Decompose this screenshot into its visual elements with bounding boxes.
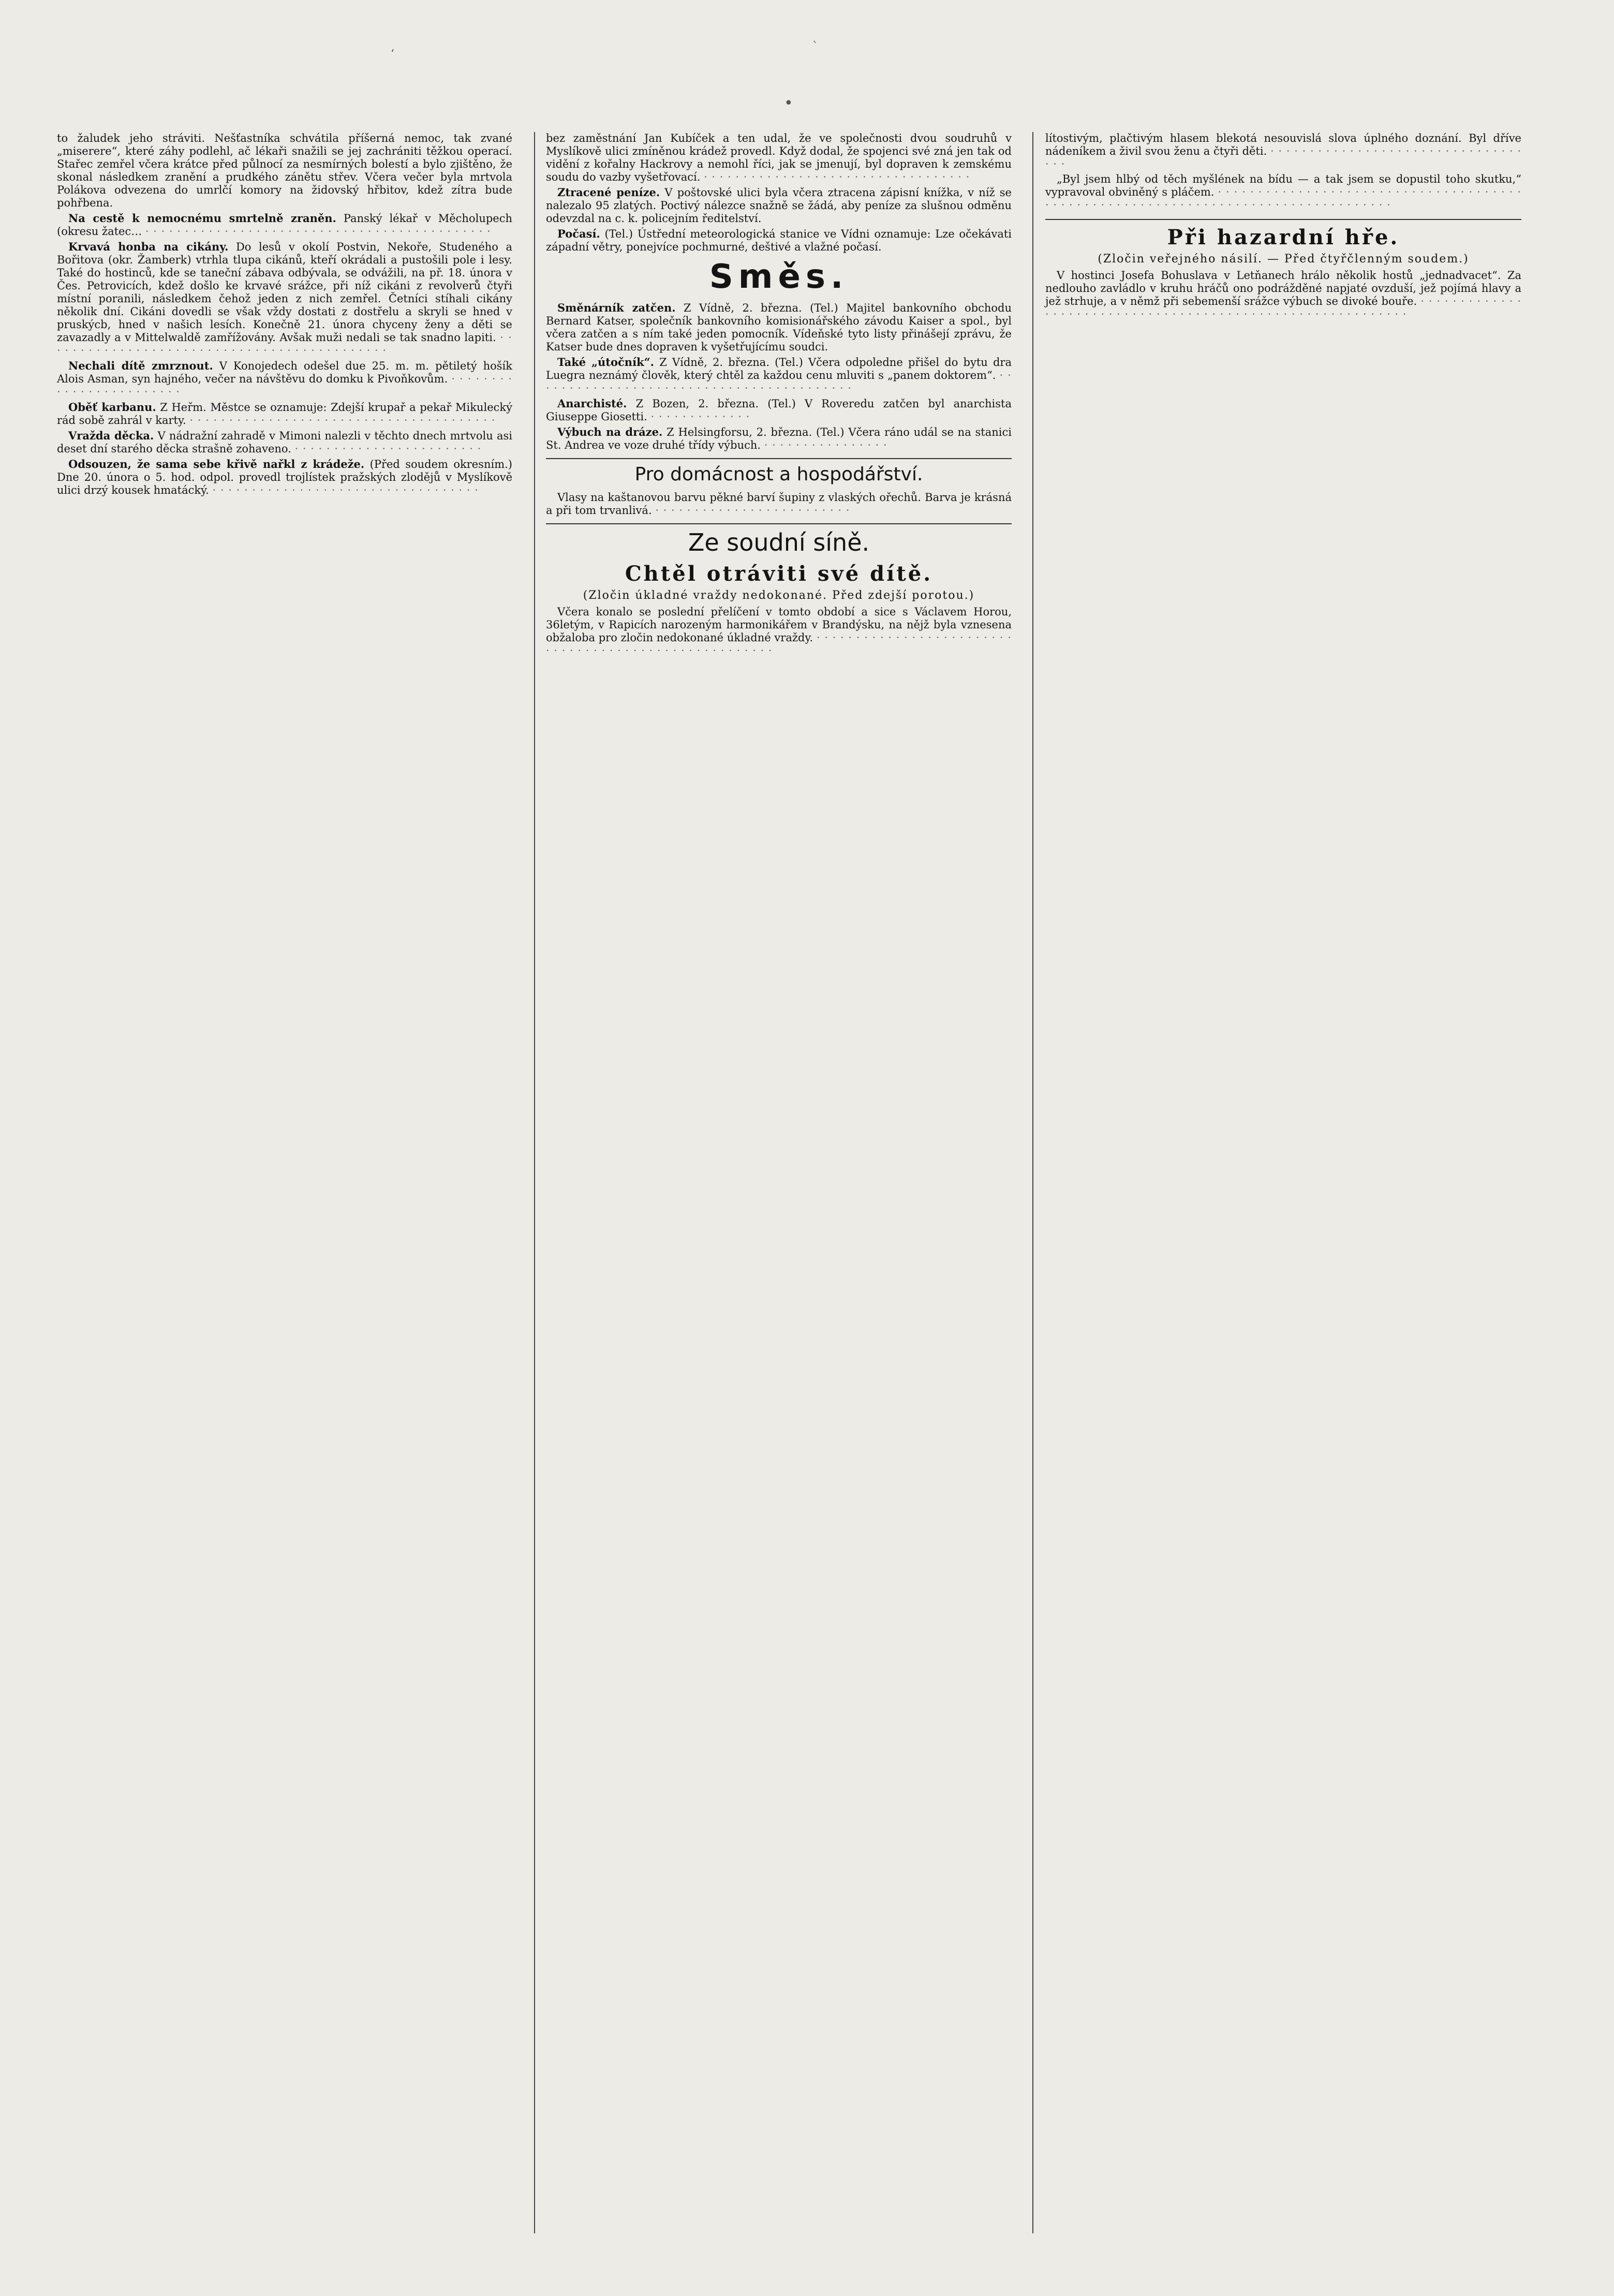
- newspaper-page: [57, 132, 1558, 2233]
- article-paragraph: [1045, 173, 1521, 212]
- item-headline: Počasí.: [557, 227, 600, 240]
- item-text: Z Heřm. Městce se oznamuje: Zdejší krupař a pekař Mikulecký rád sobě zahrál v karty.: [57, 401, 512, 426]
- column-2: [546, 132, 1012, 2233]
- item-headline: Nechali dítě zmrznout.: [68, 359, 213, 372]
- column-3: [1045, 132, 1521, 2233]
- news-item: [57, 429, 512, 455]
- news-item: [546, 425, 1012, 452]
- illegible-text: · · · · · · · · · · · · · · · · · · · · · · · · · · · · · · · · · · · · · · · · · · · · · · · · · · · · · ·: [546, 631, 1012, 657]
- item-text: „Byl jsem hlbý od těch myšlének na bídu — a tak jsem se dopustil toho skutku,“ vypravoval obviněný s pláčem.: [1045, 173, 1521, 198]
- illegible-text: · · · · · · · · · · · · · · · · · · · · · · · · · · · · · · · · · · · · · · · · · · · · · · · · · · · · · · · · · · ·: [1045, 295, 1521, 320]
- article-paragraph: [546, 606, 1012, 657]
- illegible-text: · · · · · · · · · · · · · · · · · · · · · · · ·: [294, 443, 482, 455]
- news-item: [546, 397, 1012, 423]
- item-text: Včera konalo se poslední přelíčení v tomto období a sice s Václavem Horou, 36letým, v Rapicích narozeným harmonikářem v Brandýsku, na nějž byla vznesena obžaloba pro zločin nedokonané úkladné vraždy.: [546, 606, 1012, 644]
- article-paragraph: [546, 491, 1012, 517]
- illegible-text: · · · · · · · · · · · · · · · ·: [764, 439, 887, 451]
- item-headline: Vražda děcka.: [68, 429, 154, 442]
- item-text: Z Vídně, 2. března. (Tel.) Majitel bankovního obchodu Bernard Katser, společník bankovního komisionářského závodu Kaiser a spol., byl včera zatčen a s ním také jeden pomocník. Vídeňské tyto listy přinášejí zprávu, že Katser bude dnes dopraven k vyšetřujícímu soudci.: [546, 302, 1012, 353]
- section-title-smes: Směs.: [709, 258, 849, 296]
- news-item: [546, 186, 1012, 225]
- illegible-text: · · · · · · · · · · · · · · · · · · · · · · · · ·: [655, 504, 850, 517]
- item-text: V Konojedech odešel due 25. m. m. pětiletý hošík Alois Asman, syn hajného, večer na návštěvu do domku k Pivoňkovům.: [57, 360, 512, 385]
- item-headline: Odsouzen, že sama sebe křivě nařkl z krádeže.: [68, 458, 365, 470]
- section-title-domacnost: Pro domácnost a hospodářství.: [546, 458, 1012, 486]
- item-text: Panský lékař v Měcholupech (okresu žatec…: [57, 212, 513, 238]
- item-text: Do lesů v okolí Postvin, Nekoře, Studeného a Bořitova (okr. Žamberk) vtrhla tlupa cikánů, kteří okrádali a pustošili pole i lesy. Také do hostinců, kde se taneční zábava odbývala, se odvážili, na př. 18. února v Čes. Petrovicích, kdež došlo ke krvavé srážce, při níž cikáni z revolverů čtyři místní poranili, následkem čehož jeden z nich zemřel. Četníci stíhali cikány několik dní. Cikáni dovedli se však vždy dostati z dostřelu a skryli se hned v pruskýcb, hned v našich lesích. Konečně 21. února chyceny ženy a děti se zavazadly a v Mittelwaldě zamřížovány. Avšak muži nedali se tak snadno lapiti.: [57, 241, 512, 344]
- item-text: Z Vídně, 2. března. (Tel.) Včera odpoledne přišel do bytu dra Luegra neznámý člověk, který chtěl za každou cenu mluviti s „panem doktorem“.: [546, 356, 1012, 381]
- section-title-hazard: Při hazardní hře.: [1045, 219, 1521, 250]
- item-headline: Výbuch na dráze.: [557, 425, 663, 438]
- illegible-text: · · · · · · · · · · · · · · · · · · · · · · · · · · · · · · · · · ·: [212, 484, 479, 496]
- story-title: Chtěl otráviti své dítě.: [625, 562, 933, 586]
- story-subtitle: (Zločin úkladné vraždy nedokonané. Před zdejší porotou.): [583, 589, 975, 602]
- article-paragraph: [1045, 269, 1521, 321]
- item-text: (Tel.) Ústřední meteorologická stanice ve Vídni oznamuje: Lze očekávati západní větry, ponejvíce pochmurné, deštivé a vlažné počasí.: [546, 228, 1012, 253]
- illegible-text: · · · · · · · · · · · · · · · · · · · · · · · · · · · · · · · · · · · · · · · · · · · ·: [145, 225, 491, 238]
- item-text: Z Bozen, 2. března. (Tel.) V Roveredu zatčen byl anarchista Giuseppe Giosetti.: [546, 398, 1012, 423]
- item-text: Z Helsingforsu, 2. března. (Tel.) Včera ráno udál se na stanici St. Andrea ve voze druhé třídy výbuch.: [546, 426, 1012, 451]
- item-headline: Na cestě k nemocnému smrtelně zraněn.: [68, 212, 336, 225]
- item-text: lítostivým, plačtivým hlasem blekotá nesouvislá slova úplného doznání. Byl dříve nádeníkem a živil svou ženu a čtyři děti.: [1045, 132, 1521, 157]
- column-rule: [1032, 132, 1033, 2233]
- article-paragraph: [1045, 132, 1521, 171]
- item-text: bez zaměstnání Jan Kubíček a ten udal, že ve společnosti dvou soudruhů v Myslíkově ulici zmíněnou krádež provedl. Když dodal, že spojenci své zná jen tak od vidění z kořalny Hackrovy a nemohl říci, jak se jmenují, byl dopraven k zemskému soudu do vazby vyšetřovací.: [546, 132, 1012, 183]
- illegible-text: · · · · · · · · · · · · · · · · · · · · · · · · · · · · · · · · · · · · · · ·: [189, 414, 496, 426]
- page-mark: ʻ: [391, 48, 394, 61]
- item-headline: Ztracené peníze.: [557, 186, 660, 199]
- news-item: [57, 401, 512, 427]
- item-text: Vlasy na kaštanovou barvu pěkné barví šupiny z vlaských ořechů. Barva je krásná a při tom trvanlivá.: [546, 491, 1012, 517]
- news-item: [546, 301, 1012, 354]
- item-headline: Krvavá honba na cikány.: [68, 240, 229, 253]
- news-item: [546, 227, 1012, 254]
- section-title-soudni-sin: Ze soudní síně.: [546, 523, 1012, 556]
- item-text: V nádražní zahradě v Mimoni nalezli v těchto dnech mrtvolu asi deset dní starého děcka strašně zohaveno.: [57, 430, 512, 455]
- item-headline: Směnárník zatčen.: [557, 301, 676, 314]
- column-1: [57, 132, 512, 2233]
- illegible-text: · · · · · · · · · · · · · · · · · · · · · · · · · · · · · · · · · · · · · · · · · · · · · · · · · · · · · · · · · · · · · · · · · · · · · · · · · · · · · · · · · ·: [1045, 186, 1521, 211]
- item-headline: Oběť karbanu.: [68, 401, 156, 414]
- illegible-text: · · · · · · · · · · · · ·: [650, 410, 750, 423]
- illegible-text: · · · · · · · · · · · · · · · · · · · · · · · · · · · · · · · · · · · · · · · · · · · ·: [57, 331, 512, 357]
- item-text: V hostinci Josefa Bohuslava v Letňanech hrálo několik hostů „jednadvacet“. Za nedlouho zavládlo v kruhu hráčů ono podrážděné napjaté ovzduší, jež pojímá hlavy a jež strhuje, a v němž při sebemenší srážce výbuch se divoké bouře.: [1045, 269, 1521, 307]
- illegible-text: · · · · · · · · · · · · · · · · · · · · · · · · · · · · · · · · · · ·: [1045, 145, 1521, 170]
- item-text: V poštovské ulici byla včera ztracena zápisní knížka, v níž se nalezalo 95 zlatých. Poctivý nálezce snažně se žádá, aby peníze za slušnou odměnu odevzdal na c. k. policejním ředitelství.: [546, 186, 1012, 225]
- news-item: [57, 212, 512, 238]
- news-item: [57, 458, 512, 497]
- news-item: [57, 359, 512, 399]
- news-item: [546, 356, 1012, 395]
- item-headline: Také „útočník“.: [557, 356, 654, 369]
- page-mark: •: [784, 94, 793, 112]
- item-text: (Před soudem okresním.) Dne 20. února o 5. hod. odpol. provedl trojlístek pražských zlodějů v Myslíkově ulici drzý kousek hmatácký.: [57, 458, 512, 496]
- illegible-text: · · · · · · · · · · · · · · · · · · · · · · · ·: [57, 373, 512, 398]
- page-mark: ˋ: [812, 40, 818, 53]
- illegible-text: · · · · · · · · · · · · · · · · · · · · · · · · · · · · · · · · · · · · · · · · ·: [546, 369, 1012, 394]
- illegible-text: · · · · · · · · · · · · · · · · · · · · · · · · · · · · · · · · · ·: [704, 171, 970, 183]
- news-item: [57, 240, 512, 357]
- column-rule: [534, 132, 535, 2233]
- article-paragraph: [546, 132, 1012, 184]
- story-subtitle: (Zločin veřejného násilí. — Před čtyřčlenným soudem.): [1098, 253, 1469, 266]
- item-headline: Anarchisté.: [557, 397, 627, 410]
- article-paragraph: to žaludek jeho stráviti. Nešťastníka schvátila příšerná nemoc, tak zvané „miserere“, které záhy podlehl, ač lékaři snažili se jej zachrániti těžkou operací. Stařec zemřel včera krátce před půlnocí za nesmírných bolestí a bylo zjištěno, že skonal následkem zranění a prudkého zánětu střev. Včera večer byla mrtvola Polákova odvezena do umrlčí komory na židovský hřbitov, kdež zítra bude pohřbena.: [57, 132, 512, 209]
